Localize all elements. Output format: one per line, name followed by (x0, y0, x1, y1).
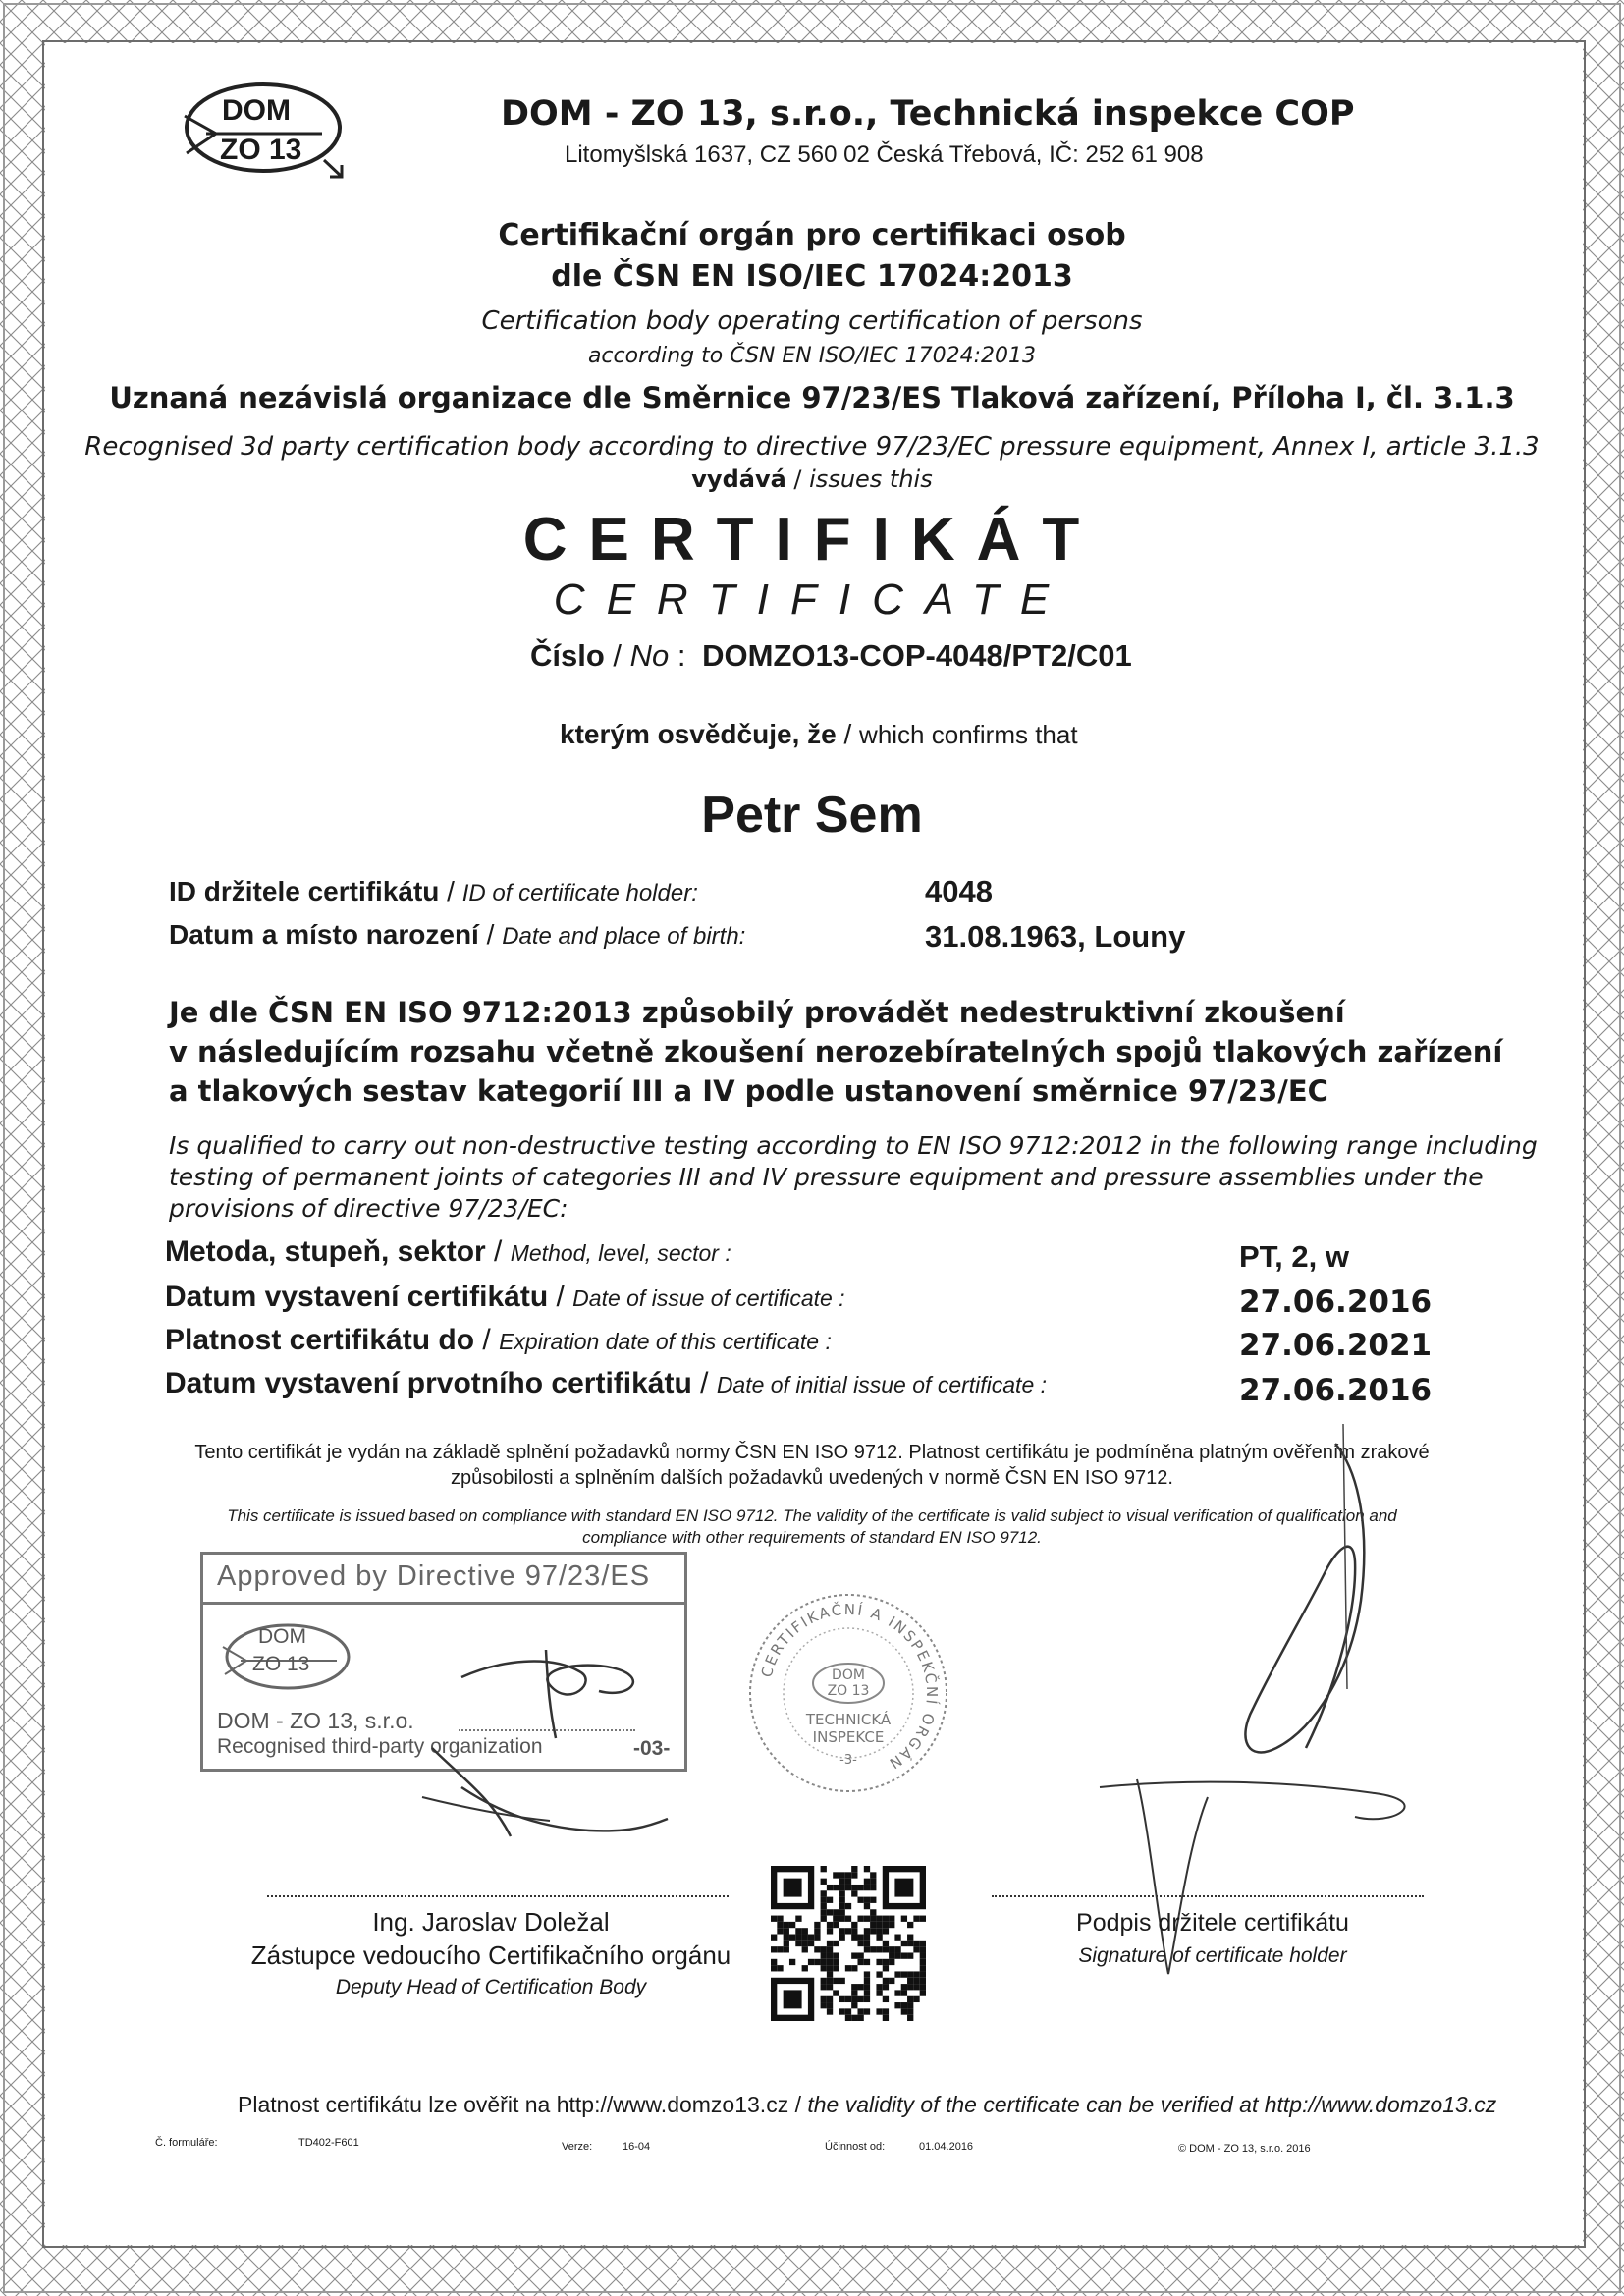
issues-en: issues this (809, 465, 933, 493)
footer-version-label: Verze: (562, 2141, 593, 2153)
method-label-cz: Metoda, stupeň, sektor (165, 1235, 486, 1268)
stamp-number: -03- (633, 1737, 671, 1760)
note-en-line1: This certificate is issued based on compliance with standard EN ISO 9712. The validity of the certificate is valid subject to visual verification of qualification and (227, 1506, 1397, 1525)
detail-label-initial-issue (165, 1367, 1047, 1400)
stamp-title: Approved by Directive 97/23/ES (217, 1560, 651, 1592)
round-stamp-ring-text: CERTIFIKAČNÍ A INSPEKČNÍ ORGÁN (757, 1600, 942, 1774)
initial-label-sep: / (691, 1367, 717, 1399)
confirms-cz: kterým osvědčuje, že (560, 719, 837, 749)
right-signature-line (992, 1895, 1424, 1897)
expiration-label-en: Expiration date of this certificate : (499, 1329, 832, 1354)
footer-effective-value: 01.04.2016 (919, 2141, 974, 2153)
logo-line1: DOM (222, 94, 291, 127)
left-signature-line (267, 1895, 729, 1897)
stamp-logo-line2: ZO 13 (252, 1653, 310, 1675)
round-stamp-center1: TECHNICKÁ (805, 1711, 892, 1728)
holder-birth-value: 31.08.1963, Louny (925, 919, 1186, 954)
qualification-en-line1: Is qualified to carry out non-destructive testing according to EN ISO 9712:2012 in the following range including (169, 1131, 1538, 1160)
footer-effective-label: Účinnost od: (825, 2141, 886, 2153)
dom-zo13-logo-icon (177, 77, 353, 185)
holder-id-label (169, 876, 698, 907)
footer-version-value: 16-04 (623, 2141, 651, 2153)
note-cz-line2: způsobilosti a splněním dalších požadavků uvedených v normě ČSN EN ISO 9712. (451, 1467, 1173, 1489)
initial-label-en: Date of initial issue of certificate : (716, 1372, 1048, 1397)
issues-line (0, 465, 1624, 493)
footer-form-label: Č. formuláře: (155, 2137, 218, 2149)
footer-copyright: © DOM - ZO 13, s.r.o. 2016 (1178, 2143, 1311, 2155)
left-signature-name: Ing. Jaroslav Doležal (372, 1907, 610, 1937)
certificate-title-en: CERTIFICATE (553, 575, 1071, 624)
issue-label-en: Date of issue of certificate : (572, 1285, 845, 1311)
org-address: Litomyšlská 1637, CZ 560 02 Česká Třebová, IČ: 252 61 908 (565, 141, 1204, 168)
issues-sep: / (785, 465, 810, 493)
id-label-en: ID of certificate holder: (461, 880, 698, 906)
detail-value-method: PT, 2, w (1239, 1239, 1349, 1274)
birth-label-cz: Datum a místo narození (169, 919, 479, 950)
holder-birth-label (169, 919, 745, 951)
confirms-en: which confirms that (859, 720, 1078, 749)
stamp-logo-line1: DOM (258, 1625, 306, 1648)
qr-code-icon (771, 1866, 926, 2021)
initial-label-cz: Datum vystavení prvotního certifikátu (165, 1367, 692, 1399)
right-signature-label-en: Signature of certificate holder (1078, 1944, 1347, 1967)
method-label-en: Method, level, sector : (510, 1240, 731, 1266)
left-signature-role-cz: Zástupce vedoucího Certifikačního orgánu (250, 1941, 731, 1970)
id-label-cz: ID držitele certifikátu (169, 876, 440, 906)
expiration-label-cz: Platnost certifikátu do (165, 1324, 475, 1356)
round-stamp-logo-line2: ZO 13 (827, 1683, 870, 1699)
round-stamp-center2: INSPEKCE (812, 1728, 885, 1746)
recognised-en: Recognised 3d party certification body according to directive 97/23/EC pressure equipment, Annex I, article 3.1.3 (84, 432, 1540, 462)
intro-en-line1: Certification body operating certification of persons (481, 306, 1143, 336)
stamp-org: DOM - ZO 13, s.r.o. (217, 1708, 414, 1733)
intro-en-line2: according to ČSN EN ISO/IEC 17024:2013 (587, 344, 1037, 368)
detail-value-issue-date: 27.06.2016 (1239, 1285, 1433, 1320)
detail-label-method (165, 1235, 731, 1269)
confirms-line (560, 719, 1078, 750)
expiration-label-sep: / (474, 1324, 500, 1356)
left-signature-role-en: Deputy Head of Certification Body (335, 1976, 647, 1998)
verify-cz: Platnost certifikátu lze ověřit na http://www.domzo13.cz (238, 2092, 789, 2117)
holder-id-value: 4048 (925, 874, 993, 908)
right-signature-label-cz: Podpis držitele certifikátu (1076, 1909, 1349, 1937)
note-en-line2: compliance with other requirements of standard EN ISO 9712. (582, 1528, 1042, 1547)
detail-value-initial-issue: 27.06.2016 (1239, 1373, 1433, 1408)
detail-label-expiration (165, 1324, 832, 1357)
number-label-sep: / (604, 638, 630, 673)
recognised-cz: Uznaná nezávislá organizace dle Směrnice 97/23/ES Tlaková zařízení, Příloha I, čl. 3.1.3 (109, 381, 1515, 414)
verify-sep: / (788, 2092, 808, 2117)
note-cz-line1: Tento certifikát je vydán na základě splnění požadavků normy ČSN EN ISO 9712. Platnost certifikátu je podmíněna platným ověřením zrakové (194, 1442, 1430, 1463)
holder-name: Petr Sem (701, 787, 923, 844)
stamp-subtitle: Recognised third-party organization (217, 1735, 543, 1758)
qualification-cz-line2: v následujícím rozsahu včetně zkoušení nerozebíratelných spojů tlakových zařízení (169, 1035, 1503, 1068)
round-stamp-number: -3- (839, 1753, 857, 1768)
intro-cz-line1: Certifikační orgán pro certifikaci osob (498, 218, 1126, 252)
header (177, 77, 1453, 185)
verify-line (238, 2092, 1496, 2118)
number-colon: : (669, 638, 686, 673)
confirms-sep: / (836, 719, 860, 749)
qualification-en-line2: testing of permanent joints of categories III and IV pressure equipment and pressure assemblies under the (169, 1163, 1484, 1191)
qualification-cz-line1: Je dle ČSN EN ISO 9712:2013 způsobilý provádět nedestruktivní zkoušení (169, 996, 1345, 1029)
round-stamp-logo-line1: DOM (832, 1667, 865, 1683)
number-label-cz: Číslo (530, 638, 605, 673)
qualification-en-line3: provisions of directive 97/23/EC: (169, 1194, 568, 1223)
issue-label-sep: / (548, 1281, 573, 1313)
certificate-title-cz: CERTIFIKÁT (522, 506, 1102, 574)
birth-label-en: Date and place of birth: (502, 923, 746, 950)
certificate-number-line (530, 638, 1132, 674)
method-label-sep: / (485, 1235, 511, 1268)
certificate-number: DOMZO13-COP-4048/PT2/C01 (702, 638, 1132, 673)
verify-en: the validity of the certificate can be verified at http://www.domzo13.cz (807, 2092, 1497, 2117)
issues-cz: vydává (691, 465, 786, 493)
org-name: DOM - ZO 13, s.r.o., Technická inspekce COP (501, 94, 1355, 134)
logo-line2: ZO 13 (220, 134, 302, 166)
birth-label-sep: / (478, 919, 503, 950)
id-label-sep: / (439, 876, 462, 906)
issue-label-cz: Datum vystavení certifikátu (165, 1281, 549, 1313)
detail-value-expiration: 27.06.2021 (1239, 1328, 1433, 1363)
number-label-en: No (629, 638, 670, 673)
detail-label-issue-date (165, 1281, 845, 1314)
footer-form-value: TD402-F601 (298, 2137, 359, 2149)
qualification-cz-line3: a tlakových sestav kategorií III a IV podle ustanovení směrnice 97/23/EC (169, 1074, 1328, 1108)
intro-cz-line2: dle ČSN EN ISO/IEC 17024:2013 (551, 259, 1073, 294)
